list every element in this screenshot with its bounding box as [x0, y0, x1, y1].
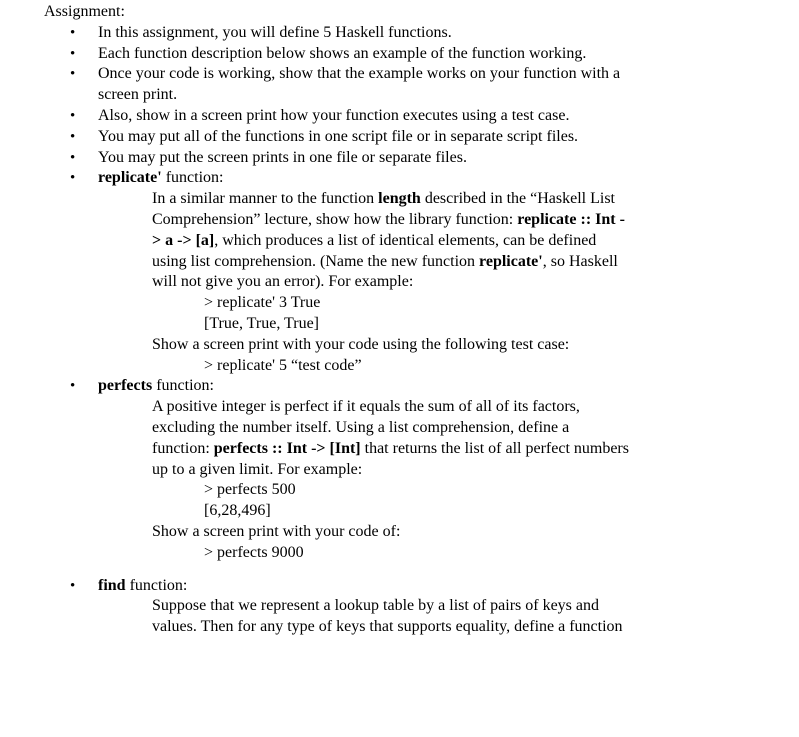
text-run: A positive integer is perfect if it equals the sum of all of its factors, — [152, 398, 580, 416]
text-run: described in the “Haskell List — [420, 190, 615, 208]
description-line: values. Then for any type of keys that supports equality, define a function — [152, 618, 623, 636]
text-run: Comprehension” lecture, show how the library function: — [152, 210, 518, 228]
list-item — [44, 44, 794, 65]
example-result: [True, True, True] — [204, 314, 319, 332]
example-result: [6,28,496] — [204, 502, 271, 520]
bullet-icon: • — [70, 128, 76, 145]
list-item — [44, 148, 794, 169]
section-title-suffix: function: — [161, 169, 224, 187]
text-run: , which produces a list of identical elements, can be defined — [214, 231, 597, 249]
bullet-icon: • — [70, 577, 76, 594]
list-item-text: screen print. — [98, 86, 178, 104]
bullet-icon: • — [70, 107, 76, 124]
text-run: using list comprehension. (Name the new function — [152, 252, 480, 270]
example-call: > perfects 500 — [204, 481, 296, 499]
description-line — [44, 439, 794, 460]
list-item-text: You may put all of the functions in one script file or in separate script files. — [98, 127, 579, 145]
text-run: , so Haskell — [542, 252, 618, 270]
list-item-continuation — [44, 85, 794, 106]
description-line — [44, 189, 794, 210]
section-title-suffix: function: — [152, 377, 214, 395]
text-run: excluding the number itself. Using a list comprehension, define a — [152, 418, 570, 436]
bullet-icon: • — [70, 149, 76, 166]
bold-run: length — [378, 190, 421, 208]
description-line — [44, 418, 794, 439]
text-run: up to a given limit. For example: — [152, 460, 363, 478]
description-line — [44, 460, 794, 481]
section-spacer — [44, 564, 794, 576]
description-line — [44, 272, 794, 293]
list-item — [44, 64, 794, 85]
assignment-document — [44, 2, 794, 638]
text-run: will not give you an error). For example: — [152, 273, 414, 291]
perfects-section-title — [44, 376, 794, 397]
bullet-icon: • — [70, 170, 76, 187]
assignment-heading: Assignment: — [44, 3, 125, 20]
list-item-text: You may put the screen prints in one file or separate files. — [98, 148, 467, 166]
description-line — [44, 210, 794, 231]
list-item — [44, 106, 794, 127]
list-item-text: In this assignment, you will define 5 Haskell functions. — [98, 23, 452, 41]
list-item-text: Once your code is working, show that the example works on your function with a — [98, 65, 621, 83]
test-prompt: Show a screen print with your code using the following test case: — [152, 335, 570, 353]
bullet-icon: • — [70, 66, 76, 83]
bold-run: perfects :: Int -> [Int] — [213, 439, 361, 457]
replicate-section-title — [44, 168, 794, 189]
find-section-title — [44, 576, 794, 597]
example-call: > replicate' 3 True — [204, 294, 321, 312]
function-name: perfects — [98, 377, 153, 395]
description-line — [44, 231, 794, 252]
function-name: replicate' — [98, 169, 162, 187]
test-prompt: Show a screen print with your code of: — [152, 522, 401, 540]
description-line: Suppose that we represent a lookup table by a list of pairs of keys and — [152, 597, 599, 615]
test-call: > perfects 9000 — [204, 543, 304, 561]
text-run: function: — [152, 439, 214, 457]
function-name: find — [98, 576, 126, 594]
bullet-icon: • — [70, 24, 76, 41]
bold-run: replicate :: Int - — [517, 210, 625, 228]
list-item-text: Also, show in a screen print how your function executes using a test case. — [98, 106, 570, 124]
list-item-text: Each function description below shows an example of the function working. — [98, 44, 587, 62]
list-item — [44, 127, 794, 148]
bold-run: > a -> [a] — [152, 231, 215, 249]
section-title-suffix: function: — [125, 576, 188, 594]
bullet-icon: • — [70, 378, 76, 395]
bold-run: replicate' — [479, 252, 543, 270]
bullet-icon: • — [70, 45, 76, 62]
description-line — [44, 252, 794, 273]
test-call: > replicate' 5 “test code” — [204, 356, 362, 374]
text-run: In a similar manner to the function — [152, 190, 379, 208]
text-run: that returns the list of all perfect numbers — [360, 439, 629, 457]
list-item — [44, 23, 794, 44]
description-line — [44, 397, 794, 418]
